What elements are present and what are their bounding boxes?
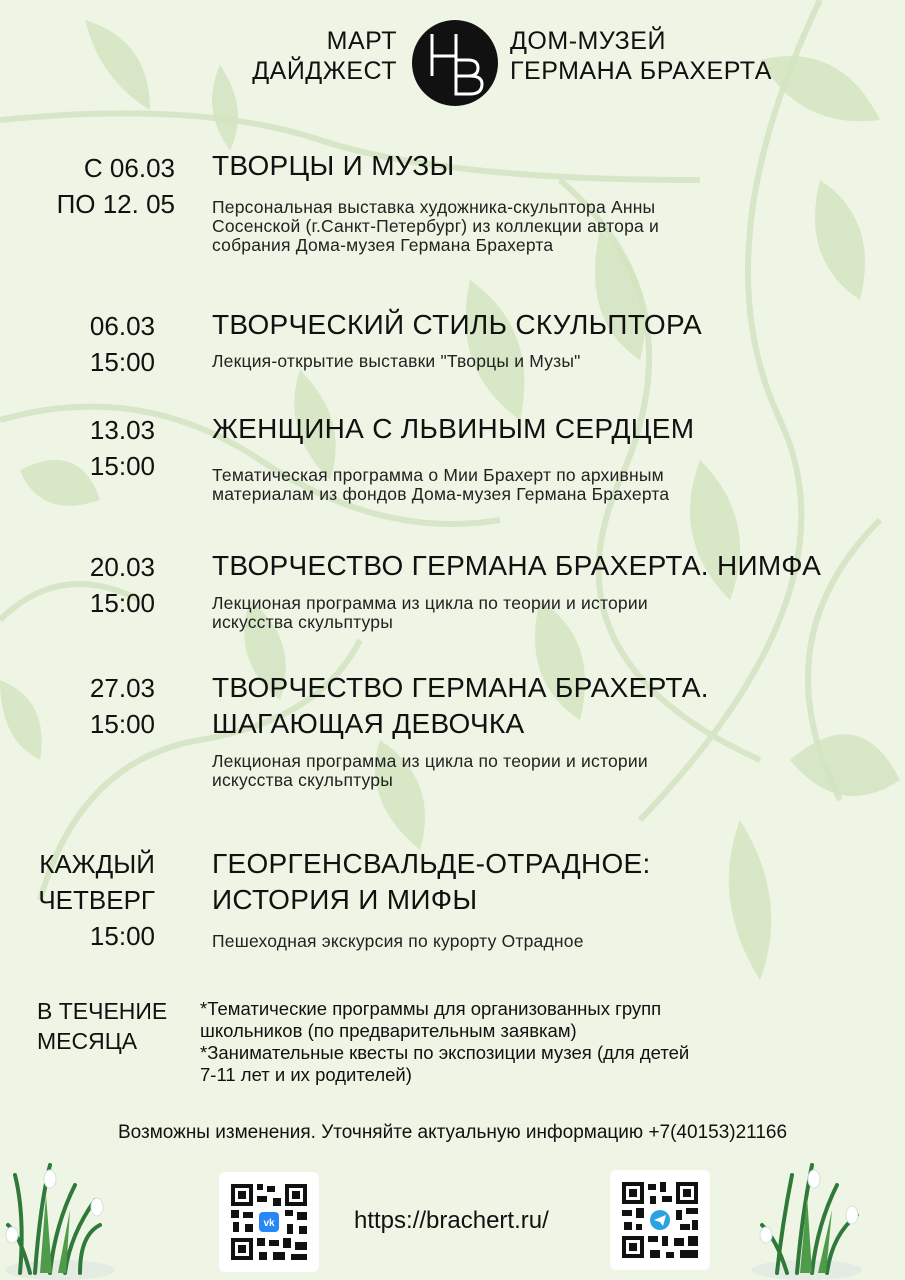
telegram-qr-code[interactable] bbox=[610, 1170, 710, 1270]
program-line: *Тематические программы для организованных групп bbox=[200, 998, 662, 1019]
desc-line: Персональная выставка художника-скульптора Анны bbox=[212, 197, 656, 217]
museum-name bbox=[510, 26, 772, 86]
event-date-day: 06.03 bbox=[89, 311, 155, 341]
monthly-label-line1: В ТЕЧЕНИЕ bbox=[37, 998, 168, 1024]
header bbox=[0, 20, 905, 110]
event-title: ЖЕНЩИНА С ЛЬВИНЫМ СЕРДЦЕМ bbox=[212, 413, 695, 444]
monthly-programs bbox=[200, 998, 689, 1086]
event-date-start: С 06.03 bbox=[83, 153, 175, 183]
event-date-day: 27.03 bbox=[89, 673, 155, 703]
event-date bbox=[0, 412, 155, 484]
vk-qr-code[interactable] bbox=[219, 1172, 319, 1272]
event-time: 15:00 bbox=[89, 347, 155, 377]
desc-line: искусства скульптуры bbox=[212, 612, 393, 632]
event-time: 15:00 bbox=[89, 709, 155, 739]
title-line: ГЕОРГЕНСВАЛЬДЕ-ОТРАДНОЕ: bbox=[212, 848, 651, 879]
program-line: *Занимательные квесты по экспозиции музея (для детей bbox=[200, 1042, 690, 1063]
museum-name-line2: ГЕРМАНА БРАХЕРТА bbox=[510, 57, 772, 85]
monthly-label-line2: МЕСЯЦА bbox=[37, 1028, 138, 1054]
month-label: МАРТ bbox=[326, 27, 397, 55]
title-line: ШАГАЮЩАЯ ДЕВОЧКА bbox=[212, 708, 525, 739]
website-link[interactable]: https://brachert.ru/ bbox=[354, 1207, 549, 1234]
event-recurrence: КАЖДЫЙ bbox=[39, 849, 155, 879]
desc-line: собрания Дома-музея Германа Брахерта bbox=[212, 235, 554, 255]
event-description bbox=[212, 594, 648, 632]
event-title: ТВОРЧЕСТВО ГЕРМАНА БРАХЕРТА. НИМФА bbox=[212, 550, 822, 581]
title-line: ТВОРЧЕСТВО ГЕРМАНА БРАХЕРТА. bbox=[212, 672, 709, 703]
event-time: 15:00 bbox=[89, 588, 155, 618]
event-description bbox=[212, 466, 669, 504]
event-time: 15:00 bbox=[89, 921, 155, 951]
event-description bbox=[212, 932, 584, 951]
digest-word: ДАЙДЖЕСТ bbox=[252, 57, 397, 85]
event-date bbox=[0, 308, 155, 380]
desc-line: искусства скульптуры bbox=[212, 770, 393, 790]
event-date bbox=[0, 549, 155, 621]
monthly-label bbox=[37, 996, 167, 1056]
event-time: 15:00 bbox=[89, 451, 155, 481]
contact-note: Возможны изменения. Уточняйте актуальную информацию +7(40153)21166 bbox=[117, 1122, 788, 1143]
desc-line: Тематическая программа о Мии Брахерт по архивным bbox=[212, 465, 664, 485]
event-date-day: 20.03 bbox=[89, 552, 155, 582]
desc-line: Лекционая программа из цикла по теории и истории bbox=[212, 751, 648, 771]
svg-text:vk: vk bbox=[263, 1218, 275, 1229]
museum-name-line1: ДОМ-МУЗЕЙ bbox=[510, 27, 666, 55]
desc-line: Лекция-открытие выставки "Творцы и Музы" bbox=[212, 351, 581, 371]
hb-logo-icon bbox=[412, 20, 498, 106]
desc-line: Пешеходная экскурсия по курорту Отрадное bbox=[212, 931, 584, 951]
snowdrop-illustration-right bbox=[752, 1155, 867, 1280]
snowdrop-illustration-left bbox=[0, 1155, 115, 1280]
program-line: 7-11 лет и их родителей) bbox=[200, 1064, 412, 1085]
event-description bbox=[212, 752, 648, 790]
event-date bbox=[0, 846, 155, 954]
event-date bbox=[0, 670, 155, 742]
desc-line: материалам из фондов Дома-музея Германа Брахерта bbox=[212, 484, 670, 504]
event-description bbox=[212, 352, 581, 371]
museum-logo bbox=[412, 20, 498, 106]
desc-line: Сосенской (г.Санкт-Петербург) из коллекции автора и bbox=[212, 216, 659, 236]
event-title: ТВОРЦЫ И МУЗЫ bbox=[212, 150, 455, 181]
event-date bbox=[20, 150, 175, 222]
event-title: ТВОРЧЕСКИЙ СТИЛЬ СКУЛЬПТОРА bbox=[212, 309, 703, 340]
desc-line: Лекционая программа из цикла по теории и истории bbox=[212, 593, 648, 613]
qr-code-icon bbox=[219, 1172, 319, 1272]
event-title bbox=[212, 670, 709, 742]
digest-label bbox=[252, 26, 397, 86]
event-description bbox=[212, 198, 659, 255]
event-title bbox=[212, 846, 651, 918]
event-date-day: 13.03 bbox=[89, 415, 155, 445]
qr-code-icon bbox=[610, 1170, 710, 1270]
event-date-end: ПО 12. 05 bbox=[56, 189, 175, 219]
program-line: школьников (по предварительным заявкам) bbox=[200, 1020, 577, 1041]
title-line: ИСТОРИЯ И МИФЫ bbox=[212, 884, 478, 915]
event-weekday: ЧЕТВЕРГ bbox=[38, 885, 155, 915]
